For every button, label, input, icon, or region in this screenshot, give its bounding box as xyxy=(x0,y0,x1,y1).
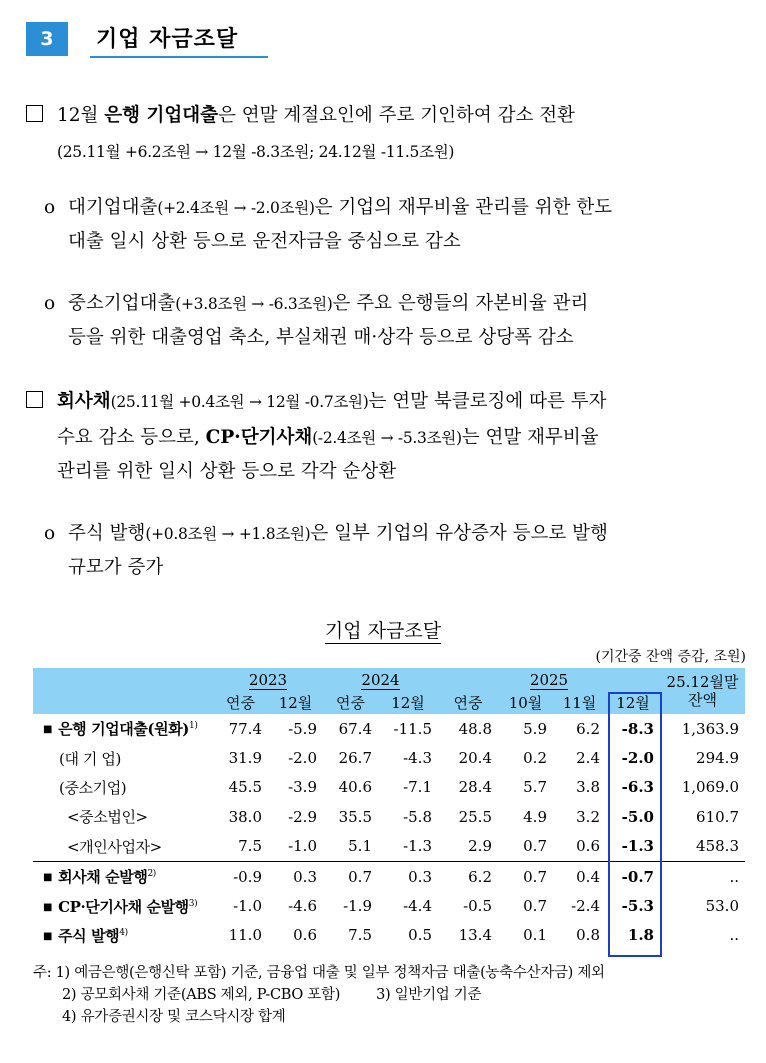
table-cell: 7.5 xyxy=(213,832,268,862)
table-cell: 0.7 xyxy=(348,867,372,886)
square-marker-icon: ■ xyxy=(43,930,53,942)
row-label xyxy=(33,802,213,831)
table-cell: -1.3 xyxy=(378,832,438,862)
subheader-4: 연중 xyxy=(438,691,498,714)
table-cell: -2.9 xyxy=(288,807,317,826)
table-cell: 13.4 xyxy=(458,926,492,945)
p1-text: 은 연말 계절요인에 주로 기인하여 감소 전환 xyxy=(217,105,575,126)
section-title: 기업 자금조달 xyxy=(96,27,239,52)
table-cell: 3.8 xyxy=(576,778,600,797)
table-cell: 31.9 xyxy=(228,749,262,768)
table-cell: 0.6 xyxy=(553,832,606,862)
table-cell: -0.5 xyxy=(463,897,492,916)
table-cell: 77.4 xyxy=(228,719,262,738)
p1a-line1c: 은 기업의 재무비율 관리를 위한 한도 xyxy=(314,197,613,218)
table-cell: 5.7 xyxy=(523,778,547,797)
table-cell: 67.4 xyxy=(338,719,372,738)
table-cell: 5.9 xyxy=(523,719,547,738)
p2-bold2: CP·단기사채 xyxy=(205,427,313,448)
table-title xyxy=(0,616,766,643)
table-cell: 20.4 xyxy=(458,749,492,768)
paragraph-stock-issuance xyxy=(44,518,608,550)
table-cell: -4.4 xyxy=(403,897,432,916)
table-cell: 4.9 xyxy=(523,807,547,826)
paragraph-large-corp xyxy=(44,192,612,224)
row-label xyxy=(33,773,213,802)
row-label-text: (중소기업) xyxy=(59,778,127,797)
table-cell: 0.7 xyxy=(523,897,547,916)
row-footnote-ref: 2) xyxy=(147,869,156,880)
table-notes xyxy=(33,962,605,1028)
table-cell: 610.7 xyxy=(696,807,739,826)
p1-sub: (25.11월 +6.2조원 → 12월 -8.3조원; 24.12월 -11.5조원) xyxy=(57,143,455,161)
table-cell: 6.2 xyxy=(576,719,600,738)
row-footnote-ref: 1) xyxy=(189,721,198,732)
table-cell: -0.9 xyxy=(233,867,262,886)
subheader-3: 12월 xyxy=(378,691,438,714)
p2-line2a: 수요 감소 등으로, xyxy=(57,427,206,448)
p2-line2b: 는 연말 재무비율 xyxy=(461,427,599,448)
table-cell: 0.4 xyxy=(576,867,600,886)
paragraph-sme xyxy=(44,288,588,320)
p1-bold: 은행 기업대출 xyxy=(104,105,218,126)
subheader-6: 11월 xyxy=(553,691,606,714)
subheader-2: 연중 xyxy=(323,691,378,714)
table-cell: -7.1 xyxy=(403,778,432,797)
table-cell: -6.3 xyxy=(621,778,654,797)
note-2: 2) 공모회사채 기준(ABS 제외, P-CBO 포함) xyxy=(62,987,341,1003)
table-cell: -1.0 xyxy=(268,832,323,862)
table-cell: 11.0 xyxy=(228,926,262,945)
row-footnote-ref: 3) xyxy=(188,898,198,909)
table-cell: 0.2 xyxy=(523,749,547,768)
table-cell: 6.2 xyxy=(468,867,492,886)
table-cell: 2.9 xyxy=(438,832,498,862)
table-cell: -1.9 xyxy=(343,897,372,916)
table-cell: 0.7 xyxy=(498,832,553,862)
table-cell: -2.0 xyxy=(621,749,654,768)
row-label-text: <개인사업자> xyxy=(67,837,162,856)
table-cell: 1.8 xyxy=(627,926,654,945)
table-cell: 5.1 xyxy=(323,832,378,862)
square-bullet-icon xyxy=(26,105,43,122)
table-cell: 28.4 xyxy=(458,778,492,797)
row-label-text: <중소법인> xyxy=(67,808,148,827)
p2a-line1c: 은 일부 기업의 유상증자 등으로 발행 xyxy=(310,523,608,544)
square-marker-icon: ■ xyxy=(43,872,53,884)
table-cell: -0.7 xyxy=(621,867,654,886)
table-cell: 7.5 xyxy=(348,926,372,945)
p2-line2 xyxy=(57,422,599,454)
subheader-0: 연중 xyxy=(213,691,268,714)
row-label xyxy=(33,714,213,743)
table-cell: 0.3 xyxy=(293,867,317,886)
row-label-text: 은행 기업대출(원화) xyxy=(58,720,189,739)
row-label-text: CP·단기사채 순발행 xyxy=(58,897,189,916)
table-cell: .. xyxy=(729,926,739,945)
p1a-line2: 대출 일시 상환 등으로 운전자금을 중심으로 감소 xyxy=(68,231,461,252)
circle-bullet-icon: o xyxy=(44,523,56,544)
p1-prefix: 12월 xyxy=(57,105,105,126)
square-bullet-icon xyxy=(26,391,43,408)
p2a-line1a: 주식 발행 xyxy=(68,523,146,544)
row-label-text: 회사채 순발행 xyxy=(58,868,148,887)
december-highlight-box xyxy=(608,692,662,957)
table-cell: -5.8 xyxy=(403,807,432,826)
table-title-text: 기업 자금조달 xyxy=(324,620,442,642)
note-1: 주: 1) 예금은행(은행신탁 포함) 기준, 금융업 대출 및 일부 정책자금 대출(농축수산자금) 제외 xyxy=(33,965,605,981)
table-cell: 458.3 xyxy=(660,832,745,862)
p2a-line1b: (+0.8조원 → +1.8조원) xyxy=(145,525,311,543)
p1b-line1a: 중소기업대출 xyxy=(68,293,176,314)
table-cell: 0.8 xyxy=(576,926,600,945)
subheader-7: 12월 xyxy=(606,691,660,714)
table-cell: -11.5 xyxy=(393,719,432,738)
table-cell: -1.0 xyxy=(233,897,262,916)
p1b-line1b: (+3.8조원 → -6.3조원) xyxy=(175,295,333,313)
header-blank xyxy=(33,668,213,714)
section-number-badge: 3 xyxy=(26,22,68,56)
table-cell: 1,069.0 xyxy=(681,778,739,797)
table-cell: 0.5 xyxy=(408,926,432,945)
circle-bullet-icon: o xyxy=(44,197,56,218)
table-cell: 0.6 xyxy=(293,926,317,945)
table-cell: 40.6 xyxy=(338,778,372,797)
p1b-line2: 등을 위한 대출영업 축소, 부실채권 매·상각 등으로 상당폭 감소 xyxy=(68,327,574,348)
table-cell: -8.3 xyxy=(621,719,654,738)
table-cell: 25.5 xyxy=(458,807,492,826)
row-label xyxy=(33,743,213,772)
p2-bold1: 회사채 xyxy=(57,391,111,412)
p2-text1: 는 연말 북클로징에 따른 투자 xyxy=(368,391,607,412)
header-year-2023: 2023 xyxy=(213,668,323,691)
table-cell: -3.9 xyxy=(288,778,317,797)
section-header xyxy=(26,20,271,60)
p2-sub1: (25.11월 +0.4조원 → 12월 -0.7조원) xyxy=(110,393,369,411)
subheader-1: 12월 xyxy=(268,691,323,714)
circle-bullet-icon: o xyxy=(44,293,56,314)
table-cell: 0.1 xyxy=(523,926,547,945)
table-cell: 26.7 xyxy=(338,749,372,768)
table-cell: 0.3 xyxy=(408,867,432,886)
square-marker-icon: ■ xyxy=(43,901,53,913)
header-balance: 25.12월말 잔액 xyxy=(660,668,745,714)
square-marker-icon: ■ xyxy=(43,724,53,736)
row-label-text: (대 기 업) xyxy=(59,749,121,768)
section-title-underline xyxy=(90,56,268,58)
table-cell: -5.0 xyxy=(621,807,654,826)
p2-sub2: (-2.4조원 → -5.3조원) xyxy=(312,429,462,447)
table-unit: (기간중 잔액 증감, 조원) xyxy=(595,649,746,665)
header-year-2025: 2025 xyxy=(438,668,660,691)
p1a-line1a: 대기업대출 xyxy=(68,197,158,218)
table-cell: -1.3 xyxy=(606,832,660,862)
row-label xyxy=(33,921,213,950)
table-cell: 53.0 xyxy=(705,897,739,916)
table-cell: 3.2 xyxy=(576,807,600,826)
table-cell: 294.9 xyxy=(696,749,739,768)
table-cell: 35.5 xyxy=(338,807,372,826)
row-footnote-ref: 4) xyxy=(119,927,128,938)
table-cell: 0.7 xyxy=(523,867,547,886)
table-cell: -5.9 xyxy=(288,719,317,738)
row-label-text: 주식 발행 xyxy=(58,926,120,945)
p2-line3: 관리를 위한 일시 상환 등으로 각각 순상환 xyxy=(57,461,397,482)
table-cell: .. xyxy=(729,867,739,886)
p1a-line1b: (+2.4조원 → -2.0조원) xyxy=(157,199,315,217)
note-3: 3) 일반기업 기준 xyxy=(376,987,482,1003)
p2a-line2: 규모가 증가 xyxy=(68,557,164,578)
table-cell: -5.3 xyxy=(621,897,654,916)
paragraph-corp-bonds xyxy=(26,386,606,418)
table-cell: 45.5 xyxy=(228,778,262,797)
row-label xyxy=(33,832,213,862)
note-4: 4) 유가증권시장 및 코스닥시장 합계 xyxy=(62,1009,286,1025)
row-label xyxy=(33,891,213,920)
subheader-5: 10월 xyxy=(498,691,553,714)
header-year-2024: 2024 xyxy=(323,668,438,691)
row-label xyxy=(33,861,213,891)
paragraph-bank-loans xyxy=(26,100,575,132)
table-cell: -4.3 xyxy=(403,749,432,768)
table-cell: 2.4 xyxy=(576,749,600,768)
table-cell: 48.8 xyxy=(458,719,492,738)
table-cell: -2.4 xyxy=(571,897,600,916)
table-cell: 38.0 xyxy=(228,807,262,826)
table-cell: 1,363.9 xyxy=(681,719,739,738)
table-cell: -4.6 xyxy=(288,897,317,916)
note-row-2 xyxy=(33,984,605,1006)
table-cell: -2.0 xyxy=(288,749,317,768)
p1b-line1c: 은 주요 은행들의 자본비율 관리 xyxy=(332,293,589,314)
